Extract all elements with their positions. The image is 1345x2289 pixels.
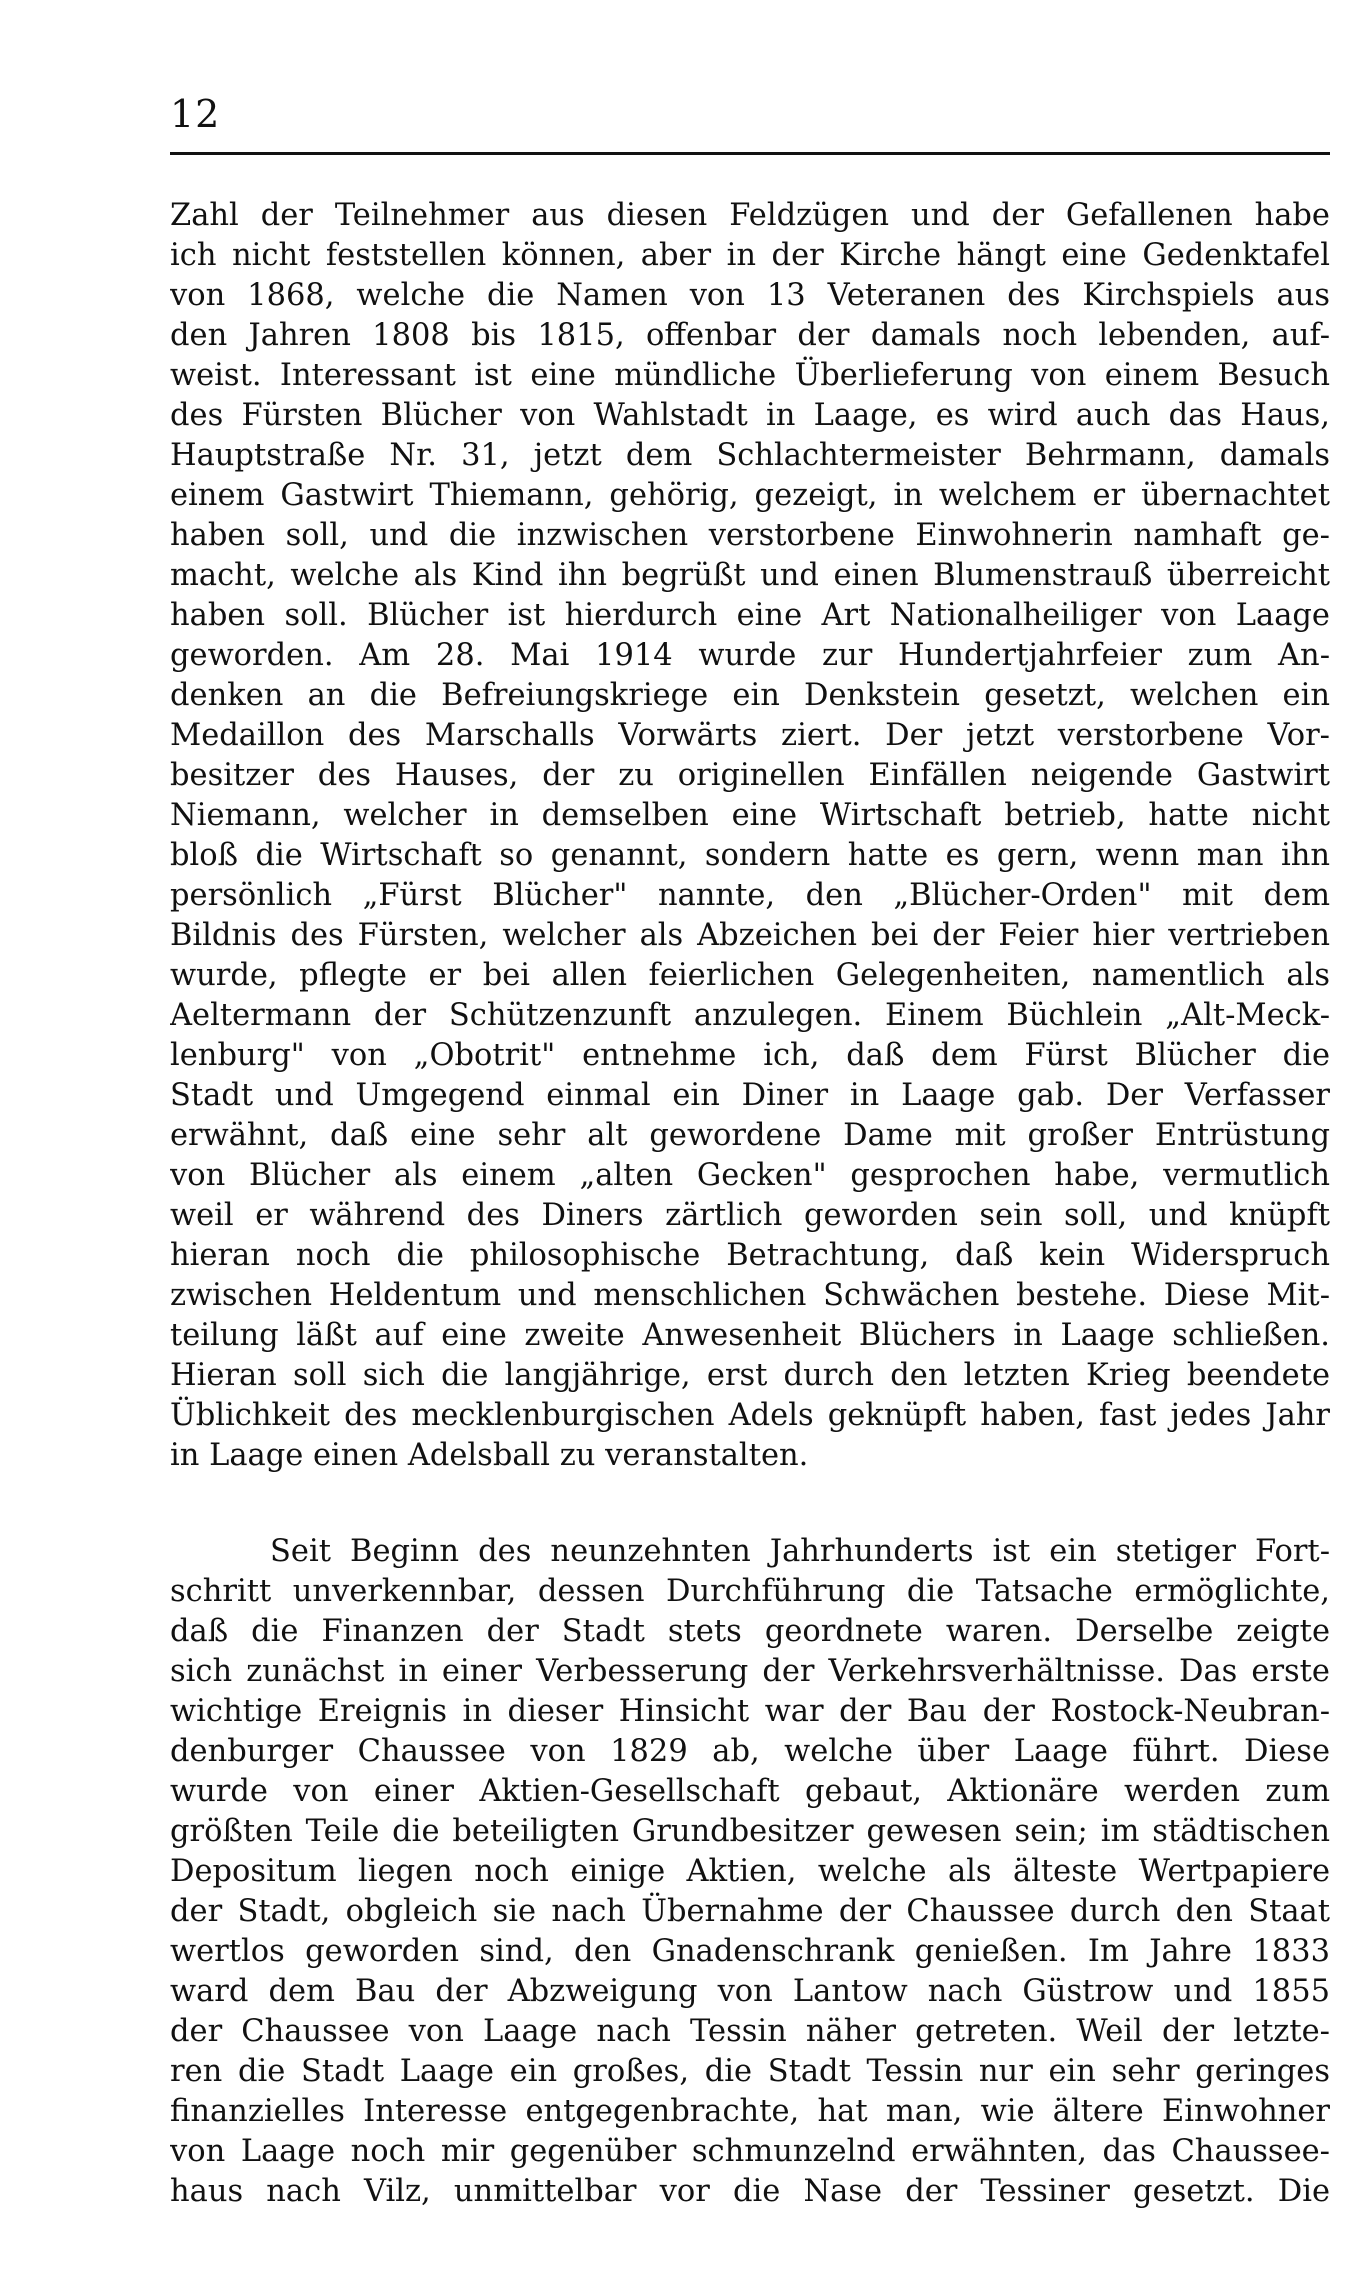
text-line: in Laage einen Adelsball zu veranstalten. — [170, 1438, 809, 1473]
text-line: haben soll. Blücher ist hierdurch eine Art Nationalheiliger von Laage — [170, 598, 1330, 633]
text-line: Üblichkeit des mecklenburgischen Adels geknüpft haben, fast jedes Jahr — [170, 1398, 1330, 1433]
text-line: Aeltermann der Schützenzunft anzulegen. Einem Büchlein „Alt-Meck- — [170, 998, 1330, 1033]
text-line: der Chaussee von Laage nach Tessin näher getreten. Weil der letzte- — [170, 2014, 1330, 2049]
text-line: weil er während des Diners zärtlich geworden sein soll, und knüpft — [170, 1198, 1330, 1233]
text-line: weist. Interessant ist eine mündliche Überlieferung von einem Besuch — [170, 358, 1330, 393]
text-line: denburger Chaussee von 1829 ab, welche über Laage führt. Diese — [170, 1734, 1330, 1769]
text-line: Hauptstraße Nr. 31, jetzt dem Schlachtermeister Behrmann, damals — [170, 438, 1330, 473]
text-line: Medaillon des Marschalls Vorwärts ziert. Der jetzt verstorbene Vor- — [170, 718, 1330, 753]
text-line: Bildnis des Fürsten, welcher als Abzeichen bei der Feier hier vertrieben — [170, 918, 1330, 953]
text-line: denken an die Befreiungskriege ein Denkstein gesetzt, welchen ein — [170, 678, 1330, 713]
text-line: Niemann, welcher in demselben eine Wirtschaft betrieb, hatte nicht — [170, 798, 1330, 833]
paragraph-1 — [170, 196, 1330, 1476]
text-line: von Laage noch mir gegenüber schmunzelnd erwähnten, das Chaussee- — [170, 2134, 1330, 2169]
text-line: persönlich „Fürst Blücher" nannte, den „Blücher-Orden" mit dem — [170, 878, 1330, 913]
text-line: Seit Beginn des neunzehnten Jahrhunderts ist ein stetiger Fort- — [270, 1534, 1330, 1569]
text-line: sich zunächst in einer Verbesserung der Verkehrsverhältnisse. Das erste — [170, 1654, 1330, 1689]
text-line: Hieran soll sich die langjährige, erst durch den letzten Krieg beendete — [170, 1358, 1330, 1393]
text-line: bloß die Wirtschaft so genannt, sondern hatte es gern, wenn man ihn — [170, 838, 1330, 873]
text-line: haus nach Vilz, unmittelbar vor die Nase der Tessiner gesetzt. Die — [170, 2174, 1330, 2209]
text-line: teilung läßt auf eine zweite Anwesenheit Blüchers in Laage schließen. — [170, 1318, 1330, 1353]
text-line: wertlos geworden sind, den Gnadenschrank genießen. Im Jahre 1833 — [170, 1934, 1330, 1969]
text-line: ich nicht feststellen können, aber in der Kirche hängt eine Gedenktafel — [170, 238, 1330, 273]
text-line: der Stadt, obgleich sie nach Übernahme der Chaussee durch den Staat — [170, 1894, 1330, 1929]
text-line: wichtige Ereignis in dieser Hinsicht war der Bau der Rostock-Neubran- — [170, 1694, 1330, 1729]
text-line: besitzer des Hauses, der zu originellen Einfällen neigende Gastwirt — [170, 758, 1330, 793]
page-number: 12 — [170, 92, 221, 136]
paragraph-gap — [170, 1476, 1330, 1532]
text-line: Stadt und Umgegend einmal ein Diner in Laage gab. Der Verfasser — [170, 1078, 1330, 1113]
text-line: zwischen Heldentum und menschlichen Schwächen bestehe. Diese Mit- — [170, 1278, 1330, 1313]
text-line: wurde von einer Aktien-Gesellschaft gebaut, Aktionäre werden zum — [170, 1774, 1330, 1809]
text-line: des Fürsten Blücher von Wahlstadt in Laage, es wird auch das Haus, — [170, 398, 1330, 433]
text-line: den Jahren 1808 bis 1815, offenbar der damals noch lebenden, auf- — [170, 318, 1330, 353]
text-line: lenburg" von „Obotrit" entnehme ich, daß dem Fürst Blücher die — [170, 1038, 1330, 1073]
header-rule — [170, 152, 1330, 155]
text-line: finanzielles Interesse entgegenbrachte, hat man, wie ältere Einwohner — [170, 2094, 1330, 2129]
text-line: haben soll, und die inzwischen verstorbene Einwohnerin namhaft ge- — [170, 518, 1330, 553]
text-line: hieran noch die philosophische Betrachtung, daß kein Widerspruch — [170, 1238, 1330, 1273]
text-line: wurde, pflegte er bei allen feierlichen Gelegenheiten, namentlich als — [170, 958, 1330, 993]
text-line: Zahl der Teilnehmer aus diesen Feldzügen und der Gefallenen habe — [170, 198, 1330, 233]
text-line: von Blücher als einem „alten Gecken" gesprochen habe, vermutlich — [170, 1158, 1330, 1193]
text-line: macht, welche als Kind ihn begrüßt und einen Blumenstrauß überreicht — [170, 558, 1330, 593]
paragraph-2 — [170, 1532, 1330, 2212]
text-line: einem Gastwirt Thiemann, gehörig, gezeigt, in welchem er übernachtet — [170, 478, 1330, 513]
text-line: von 1868, welche die Namen von 13 Veteranen des Kirchspiels aus — [170, 278, 1330, 313]
text-line: ren die Stadt Laage ein großes, die Stadt Tessin nur ein sehr geringes — [170, 2054, 1330, 2089]
text-line: Depositum liegen noch einige Aktien, welche als älteste Wertpapiere — [170, 1854, 1330, 1889]
text-line: schritt unverkennbar, dessen Durchführung die Tatsache ermöglichte, — [170, 1574, 1330, 1609]
text-line: erwähnt, daß eine sehr alt gewordene Dame mit großer Entrüstung — [170, 1118, 1330, 1153]
text-line: größten Teile die beteiligten Grundbesitzer gewesen sein; im städtischen — [170, 1814, 1330, 1849]
text-line: daß die Finanzen der Stadt stets geordnete waren. Derselbe zeigte — [170, 1614, 1330, 1649]
body-text — [170, 196, 1330, 2212]
text-line: ward dem Bau der Abzweigung von Lantow nach Güstrow und 1855 — [170, 1974, 1330, 2009]
text-line: geworden. Am 28. Mai 1914 wurde zur Hundertjahrfeier zum An- — [170, 638, 1330, 673]
